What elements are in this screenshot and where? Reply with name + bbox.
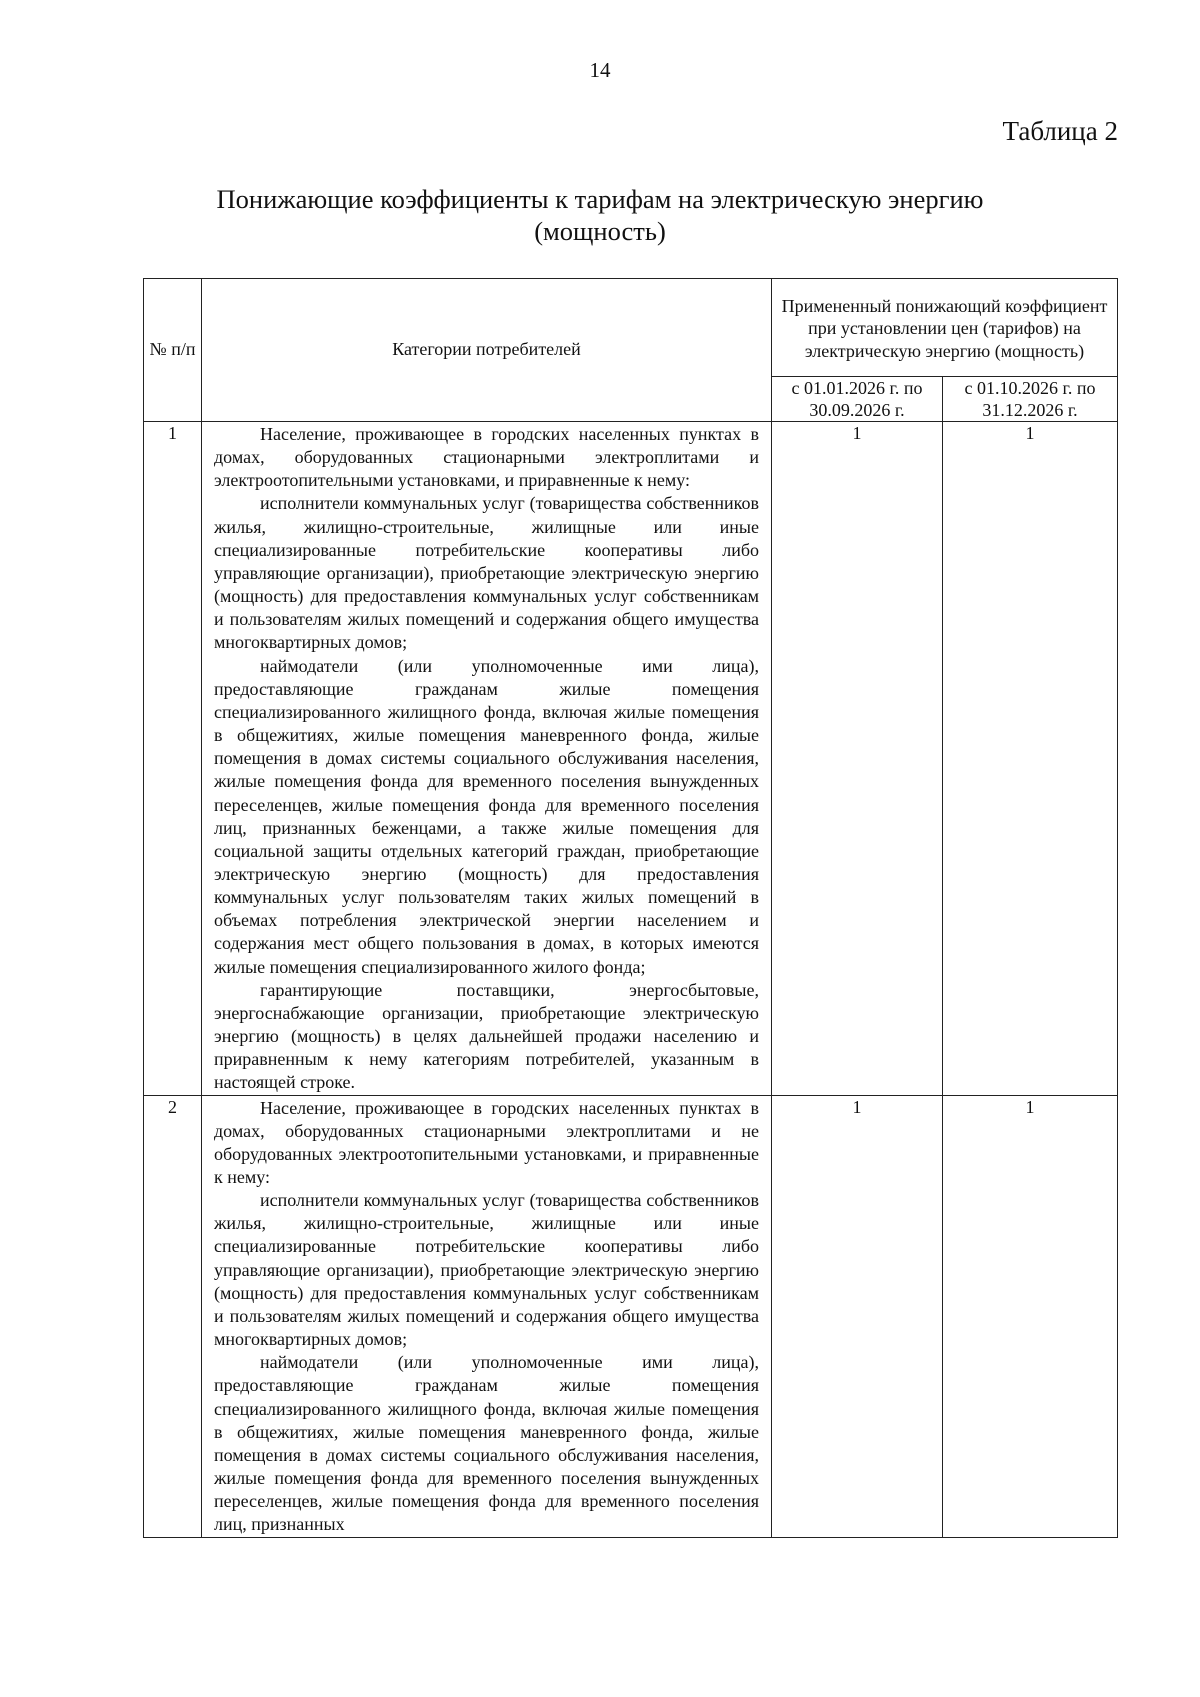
row-number: 1 [144, 422, 202, 1096]
page-number: 14 [589, 58, 611, 82]
row-category [202, 1095, 772, 1537]
row-value-period-2: 1 [943, 1095, 1118, 1537]
category-paragraph: наймодатели (или уполномоченные ими лица), предоставляющие гражданам жилые помещения специализированного жилищного фонда, включая жилые помещения в общежитиях, жилые помещения маневренного фонда, жилые помещения в домах системы социального обслуживания населения, жилые помещения фонда для временного поселения вынужденных переселенцев, жилые помещения фонда для временного поселения лиц, признанных беженцами, а также жилые помещения для социальной защиты отдельных категорий граждан, приобретающие электрическую энергию (мощность) для предоставления коммунальных услуг пользователям таких жилых помещений в объемах потребления электрической энергии населением и содержания мест общего пользования в домах, в которых имеются жилые помещения специализированного жилого фонда; [214, 655, 759, 977]
header-category: Категории потребителей [202, 279, 772, 422]
category-paragraph: Население, проживающее в городских населенных пунктах в домах, оборудованных стационарными электроплитами и не оборудованных электроотопительными установками, и приравненные к нему: [214, 1097, 759, 1187]
header-num: № п/п [144, 279, 202, 422]
table-row [144, 422, 1118, 1096]
category-paragraph: наймодатели (или уполномоченные ими лица), предоставляющие гражданам жилые помещения специализированного жилищного фонда, включая жилые помещения в общежитиях, жилые помещения маневренного фонда, жилые помещения в домах системы социального обслуживания населения, жилые помещения фонда для временного поселения вынужденных переселенцев, жилые помещения фонда для временного поселения лиц, признанных [214, 1352, 759, 1535]
header-period-2: с 01.10.2026 г. по 31.12.2026 г. [943, 377, 1118, 422]
row-value-period-2: 1 [943, 422, 1118, 1096]
category-paragraph: исполнители коммунальных услуг (товарищества собственников жилья, жилищно-строительные, жилищные или иные специализированные потребительские кооперативы либо управляющие организации), приобретающие электрическую энергию (мощность) для предоставления коммунальных услуг собственникам и пользователям жилых помещений и содержания общего имущества многоквартирных домов; [214, 493, 759, 653]
row-value-period-1: 1 [772, 422, 943, 1096]
header-period-1: с 01.01.2026 г. по 30.09.2026 г. [772, 377, 943, 422]
row-number: 2 [144, 1095, 202, 1537]
category-paragraph: Население, проживающее в городских населенных пунктах в домах, оборудованных стационарными электроплитами и электроотопительными установками, и приравненные к нему: [214, 424, 759, 491]
coefficients-table [143, 278, 1118, 1538]
table-label: Таблица 2 [1002, 116, 1118, 146]
table-header-row [144, 279, 1118, 377]
header-coefficient: Примененный понижающий коэффициент при установлении цен (тарифов) на электрическую энергию (мощность) [772, 279, 1118, 377]
category-paragraph: гарантирующие поставщики, энергосбытовые, энергоснабжающие организации, приобретающие электрическую энергию (мощность) в целях дальнейшей продажи населению и приравненным к нему категориям потребителей, указанным в настоящей строке. [214, 979, 759, 1093]
row-value-period-1: 1 [772, 1095, 943, 1537]
category-paragraph: исполнители коммунальных услуг (товарищества собственников жилья, жилищно-строительные, жилищные или иные специализированные потребительские кооперативы либо управляющие организации), приобретающие электрическую энергию (мощность) для предоставления коммунальных услуг собственникам и пользователям жилых помещений и содержания общего имущества многоквартирных домов; [214, 1190, 759, 1350]
table-row [144, 1095, 1118, 1537]
page-title: Понижающие коэффициенты к тарифам на электрическую энергию (мощность) [216, 184, 984, 246]
row-category [202, 422, 772, 1096]
